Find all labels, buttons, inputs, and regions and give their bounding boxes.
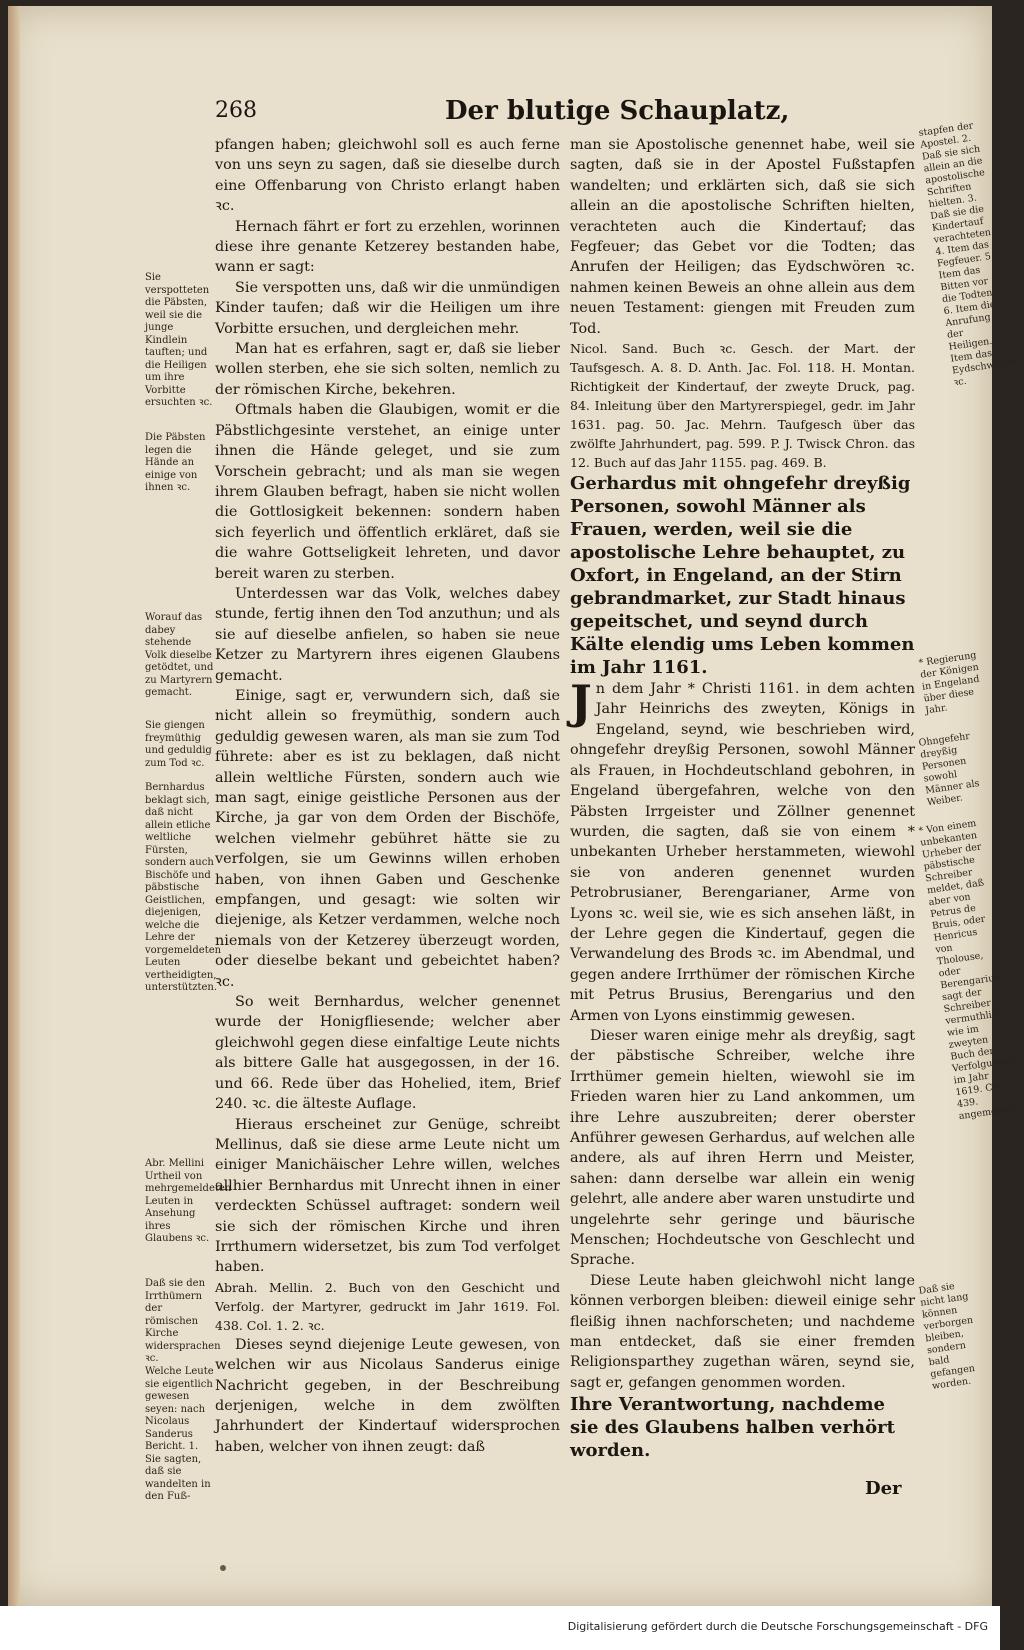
drop-capital: J [570,675,592,730]
paragraph-text: Dieses seynd diejenige Leute gewesen, von welchen wir aus Nicolaus Sanderus einige Nachricht gegeben, in der Beschreibung derjenigen, welche in dem zwölften Jahrhundert der Kindertauf widersprochen haben, welcher von ihnen zeugt: daß [215,1336,560,1455]
digitization-footer [0,1606,1000,1650]
paragraph-text: Gerhardus mit ohngefehr dreyßig Personen, sowohl Männer als Frauen, werden, weil sie die apostolische Lehre behauptet, zu Oxfort, in Engeland, an der Stirn gebrandmarket, zur Stadt hinaus gepeitschet, und seynd durch Kälte elendig ums Leben kommen im Jahr 1161. [570,473,915,679]
footer-credit: Digitalisierung gefördert durch die Deutsche Forschungsgemeinschaft - DFG [567,1620,988,1633]
left-margin-note: Welche Leute sie eigentlich gewesen seyen: nach Nicolaus Sanderus Bericht. 1. Sie sagten, daß sie wandelten in den Fuß- [145,1366,214,1502]
paragraph [215,992,560,1114]
paragraph-text: Einige, sagt er, verwundern sich, daß sie nicht allein so freymüthig, sondern auch geduldig gewesen waren, als man sie zum Tod führete: aber es ist zu beklagen, daß nicht allein weltliche Fürsten, sondern auch wie man sagt, einige geistliche Personen aus der Kirche, ja gar von dem Orden der Bischöfe, welchen vielmehr gebühret hätte sie zu verfolgen, sie um Gewinns willen erhoben haben, von ihnen Gaben und Geschenke empfangen, und gesagt: wie solten wir diejenige, als Ketzer verdammen, welche noch niemals von der Ketzerey überzeugt worden, oder dieselbe bekant und gebeichtet haben? ꝛc. [215,687,560,990]
paragraph [215,339,560,400]
right-margin-note: * Regierung der Königen in Engeland über diese Jahr. [918,649,981,717]
paragraph [215,1115,560,1278]
left-margin-note: Sie verspotteten die Päbsten, weil sie die junge Kindlein tauften; und die Heiligen um ihre Vorbitte ersuchten ꝛc. [145,272,213,408]
paragraph [570,135,915,339]
paragraph-text: Dieser waren einige mehr als dreyßig, sagt der päbstische Schreiber, welche ihre Irrthümer gemein hielten, wiewohl sie im Frieden waren hier zu Land ankommen, um ihre Lehre auszubreiten; derer oberster Anführer gewesen Gerhardus, auf welchen alle andere, als auf ihren Herrn und Meister, sahen: dann derselbe war allein ein wenig gelehrt, alle andere aber waren unstudirte und ungelehrte sehr geringe und bäurische Menschen; Hochdeutsche von Geschlecht und Sprache. [570,1027,915,1269]
right-margin-note: * Von einem unbekanten Urheber der päbstische Schreiber meldet, daß aber von Petrus de Bruis, oder Henricus von Tholouse, oder Berengarius sagt der Schreiber vermuthlich, wie im zweyten Buch der Verfolgungen im Jahr 1619. Col. 439. angemerket. [918,817,1020,1123]
paragraph [215,400,560,584]
page-speck [220,1565,226,1571]
catchword: Der [865,1478,902,1499]
left-margin-note: Bernhardus beklagt sich, daß nicht allein etliche weltliche Fürsten, sondern auch Bischöfe und päbstische Geistlichen, diejenigen, welche die Lehre der vorgemeldeten Leuten vertheidigten, unterstützten. [145,782,222,993]
paragraph [215,278,560,339]
paragraph [215,217,560,278]
paragraph-text: Oftmals haben die Glaubigen, womit er die Päbstlichgesinte verstehet, an einige unter ihnen die Hände geleget, und sie zum Vorschein gebracht; und als man sie wegen ihrem Glauben befragt, haben sie nicht wollen die Gottlosigkeit bekennen: sondern haben sich feyerlich und öffentlich erkläret, daß sie die wahre Gottseligkeit lehreten, und davor bereit waren zu sterben. [215,402,560,582]
paragraph-text: Diese Leute haben gleichwohl nicht lange können verborgen bleiben: dieweil einige sehr fleißig ihnen nachforscheten; und nachdeme man entdecket, daß sie einer fremden Religionsparthey zugethan wären, seynd sie, sagt er, gefangen genommen worden. [570,1272,915,1391]
paragraph-text: So weit Bernhardus, welcher genennet wurde der Honigfliesende; welcher aber gleichwohl gegen diese einfaltige Leute nichts als bittere Galle hat ausgegossen, in der 16. und 66. Rede über das Hohelied, item, Brief 240. ꝛc. die älteste Auflage. [215,994,560,1113]
section-heading [570,472,915,679]
running-title: Der blutige Schauplatz, [445,96,790,126]
left-margin-note: Worauf das dabey stehende Volk dieselbe getödtet, und zu Martyrern gemacht. [145,612,214,698]
paragraph-text: man sie Apostolische genennet habe, weil sie sagten, daß sie in der Apostel Fußstapfen wandelten; und erklärten sich, daß sie sich allein an die apostolische Schriften hielten, verachteten auch die Kindertauf; das Fegfeuer; das Gebet vor die Todten; das Anrufen der Heiligen; das Eydschwören ꝛc. nahmen keinen Beweis an ohne allein aus dem neuen Testament: giengen mit Freuden zum Tod. [570,137,915,337]
paragraph-text: n dem Jahr * Christi 1161. in dem achten Jahr Heinrichs des zweyten, Königs in Engeland, seynd, wie beschrieben wird, ohngefehr dreyßig Personen, sowohl Männer als Frauen, in Hochdeutschland gebohren, in Engeland übergefahren, welche von den Päbsten Irrgeister und Zöllner genennet wurden, die sagten, daß sie von einem * unbekanten Urheber herstammeten, wiewohl sie von anderen genennet wurden Petrobrusianer, Berengarianer, Arme von Lyons ꝛc. weil sie, wie es sich ansehen läßt, in der Lehre gegen die Kindertauf, gegen die Verwandelung des Brods ꝛc. im Abendmal, und gegen andere Irrthümer der römischen Kirche mit Petrus Brusius, Berengarius und den Armen von Lyons einstimmig gewesen. [570,681,915,1024]
right-text-column [570,135,915,1462]
paragraph-text: Unterdessen war das Volk, welches dabey stunde, fertig ihnen den Tod anzuthun; und als sie auf dieselbe anfielen, so haben sie neue Ketzer zu Martyrern ihres eigenen Glaubens gemacht. [215,585,560,684]
right-margin-note: stapfen der Apostel. 2. Daß sie sich allein an die apostolische Schriften hielten. 3. Daß sie die Kindertauf verachteten. 4. Item das Fegfeuer. 5. Item das Bitten vor die Todten. 6. Item die Anrufung der Heiligen. 7. Item das Eydschwören ꝛc. [918,120,1018,389]
paragraph [215,1335,560,1457]
left-margin-note: Daß sie den Irrthümern der römischen Kirche widersprachen ꝛc. [145,1278,221,1364]
citation [215,1278,560,1335]
paragraph [215,135,560,217]
paragraph [570,1026,915,1271]
left-margin-note: Sie giengen freymüthig und geduldig zum Tod ꝛc. [145,720,212,769]
right-margin-note: Daß sie nicht lang können verborgen bleiben, sondern bald gefangen worden. [918,1280,976,1392]
paragraph-text: pfangen haben; gleichwohl soll es auch ferne von uns seyn zu sagen, daß sie dieselbe durch eine Offenbarung von Christo erlangt haben ꝛc. [215,137,560,215]
paragraph-text: Hernach fährt er fort zu erzehlen, worinnen diese ihre genante Ketzerey bestanden habe, wann er sagt: [215,218,560,276]
paragraph-text: Abrah. Mellin. 2. Buch von den Geschicht und Verfolg. der Martyrer, gedruckt im Jahr 1619. Fol. 438. Col. 1. 2. ꝛc. [215,1279,560,1333]
paragraph [215,686,560,992]
page-number: 268 [215,98,257,123]
paragraph-text: Sie verspotten uns, daß wir die unmündigen Kinder taufen; daß wir die Heiligen um ihre Vorbitte ersuchen, und dergleichen mehr. [215,279,560,337]
paragraph [570,1271,915,1393]
right-margin-note: Ohngefehr dreyßig Personen sowohl Männer als Weiber. [918,730,981,809]
citation [570,339,915,472]
paragraph [570,675,915,1026]
paragraph-text: Man hat es erfahren, sagt er, daß sie lieber wollen sterben, ehe sie sich solten, nemlich zu der römischen Kirche, bekehren. [215,341,560,398]
paragraph-text: Hieraus erscheinet zur Genüge, schreibt Mellinus, daß sie diese arme Leute nicht um einiger Manichäischer Lehre willen, welches allhier Bernhardus mit Unrecht ihnen in einer verdeckten Schüssel auftraget: sondern weil sie sich der römischen Kirche und ihren Irrthumern widersetzet, bis zum Tod verfolget haben. [215,1116,560,1276]
paragraph [215,584,560,686]
paragraph-text: Ihre Verantwortung, nachdeme sie des Glaubens halben verhört worden. [570,1394,895,1462]
page-header [215,96,935,132]
section-heading [570,1393,915,1462]
left-margin-note: Abr. Mellini Urtheil von mehrgemeldeten Leuten in Ansehung ihres Glaubens ꝛc. [145,1158,232,1244]
left-margin-note: Die Päbsten legen die Hände an einige von ihnen ꝛc. [145,432,206,493]
left-text-column [215,135,560,1457]
page-binding-edge [8,6,20,1606]
paragraph-text: Nicol. Sand. Buch ꝛc. Gesch. der Mart. der Taufsgesch. A. 8. D. Anth. Jac. Fol. 118. H. Montan. Richtigkeit der Kindertauf, der zweyte Druck, pag. 84. Inleitung über den Martyrerspiegel, gedr. im Jahr 1631. pag. 50. Jac. Mehrn. Taufgesch über das zwölfte Jahrhundert, pag. 599. P. J. Twisck Chron. das 12. Buch auf das Jahr 1155. pag. 469. B. [570,341,915,471]
